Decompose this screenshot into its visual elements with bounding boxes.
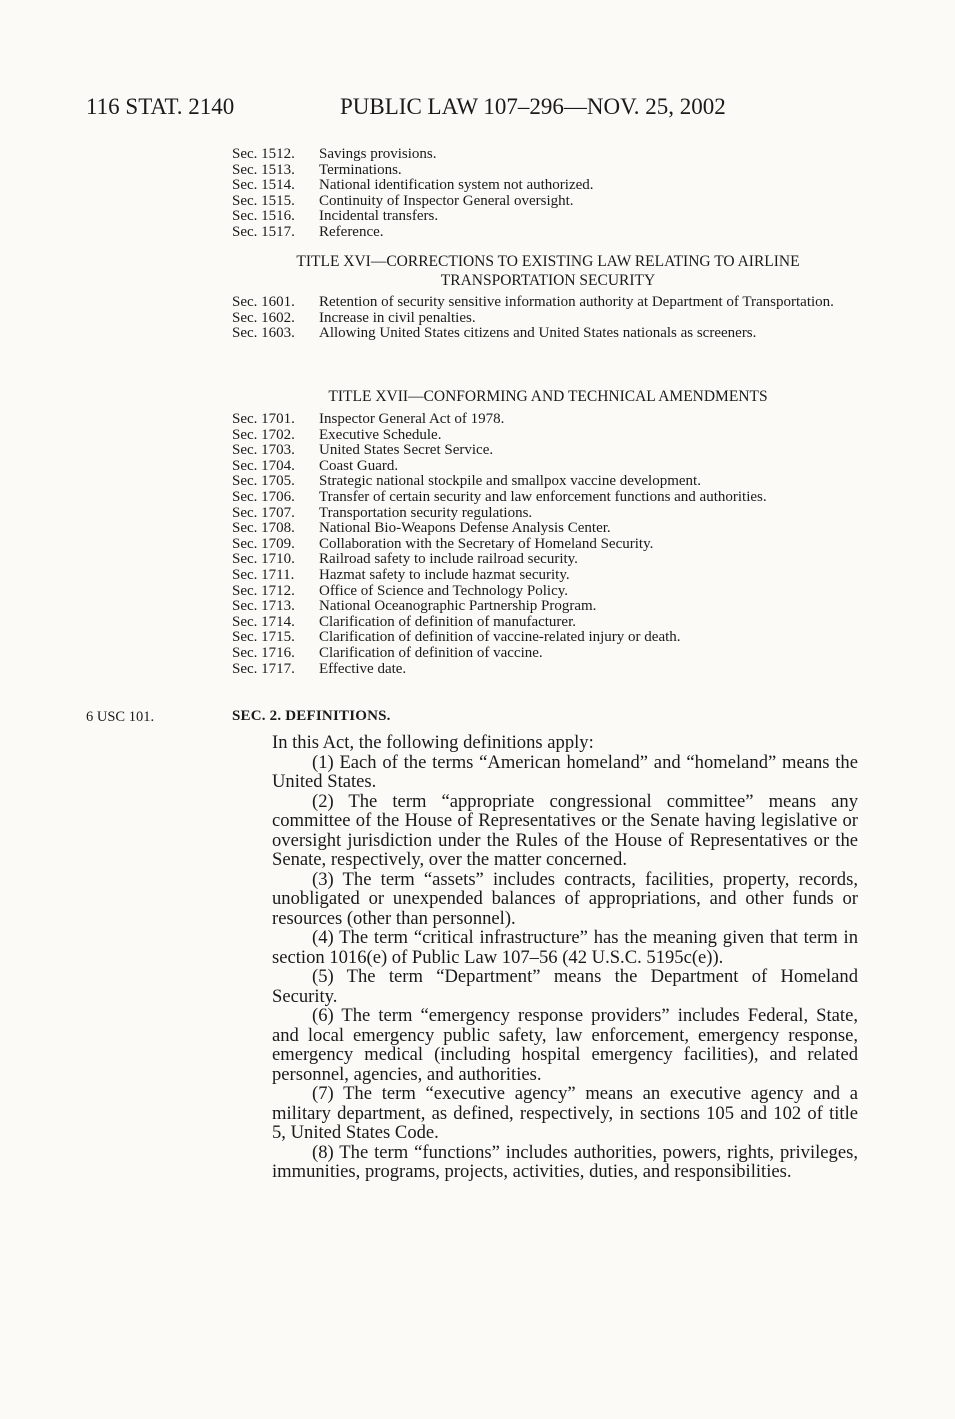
toc-section-number: Sec. 1701. (232, 411, 295, 427)
title-xvi-heading (232, 252, 864, 290)
definition-paragraph: (8) The term “functions” includes authorities, powers, rights, privileges, immunities, programs, projects, activities, duties, and responsibilities. (272, 1141, 858, 1182)
toc-section-number: Sec. 1707. (232, 504, 295, 521)
toc-section-title: Allowing United States citizens and United States nationals as screeners. (319, 325, 757, 342)
toc-entry (232, 163, 864, 179)
toc-section-title: Continuity of Inspector General oversight. (319, 192, 574, 209)
toc-entry (232, 615, 864, 631)
toc-section-title: Hazmat safety to include hazmat security. (319, 566, 570, 583)
toc-entry (232, 459, 864, 475)
toc-section-number: Sec. 1602. (232, 309, 295, 326)
toc-list-title-xvii (232, 412, 864, 677)
definition-paragraph: (5) The term “Department” means the Department of Homeland Security. (272, 966, 858, 1007)
toc-section-number: Sec. 1515. (232, 192, 295, 209)
toc-entry (232, 209, 864, 225)
toc-section-title: Collaboration with the Secretary of Homeland Security. (319, 535, 654, 552)
toc-section-number: Sec. 1516. (232, 208, 295, 225)
toc-section-title: Executive Schedule. (319, 426, 442, 443)
toc-section-title: Savings provisions. (319, 146, 437, 162)
toc-section-number: Sec. 1708. (232, 520, 295, 537)
toc-section-title: Effective date. (319, 660, 407, 677)
title-xvi-line1: TITLE XVI—CORRECTIONS TO EXISTING LAW RELATING TO AIRLINE (296, 253, 800, 270)
definition-paragraph: (7) The term “executive agency” means an executive agency and a military department, as defined, respectively, in sections 105 and 102 of title 5, United States Code. (272, 1083, 858, 1143)
toc-section-title: Railroad safety to include railroad security. (319, 551, 578, 568)
toc-entry (232, 646, 864, 662)
toc-section-number: Sec. 1703. (232, 442, 295, 459)
toc-section-number: Sec. 1716. (232, 644, 295, 661)
toc-entry (232, 474, 864, 490)
toc-entry (232, 178, 864, 194)
toc-section-title: Transfer of certain security and law enforcement functions and authorities. (319, 488, 767, 505)
section-heading: SEC. 2. DEFINITIONS. (232, 708, 391, 724)
toc-section-number: Sec. 1709. (232, 535, 295, 552)
toc-section-title: Increase in civil penalties. (319, 309, 476, 326)
title-xvi-line2: TRANSPORTATION SECURITY (440, 272, 656, 289)
toc-entry (232, 662, 864, 678)
toc-list-title-xvi (232, 295, 864, 342)
toc-section-title: National identification system not authorized. (319, 177, 594, 194)
toc-section-number: Sec. 1717. (232, 660, 295, 677)
title-xvii-heading: TITLE XVII—CONFORMING AND TECHNICAL AMENDMENTS (328, 388, 768, 405)
toc-entry (232, 584, 864, 600)
toc-section-number: Sec. 1704. (232, 457, 295, 474)
definitions-body (272, 733, 858, 1182)
toc-entry (232, 521, 864, 537)
definition-paragraph: (4) The term “critical infrastructure” has the meaning given that term in section 1016(e) of Public Law 107–56 (42 U.S.C. 5195c(e)). (272, 927, 858, 968)
toc-section-title: Coast Guard. (319, 457, 399, 474)
definition-paragraph: (1) Each of the terms “American homeland” and “homeland” means the United States. (272, 751, 858, 792)
toc-entry (232, 552, 864, 568)
toc-entry (232, 568, 864, 584)
toc-section-title: United States Secret Service. (319, 442, 494, 459)
toc-section-title: National Oceanographic Partnership Program. (319, 598, 597, 615)
definition-paragraph: (3) The term “assets” includes contracts, facilities, property, records, unobligated or unexpended balances of appropriations, and other funds or resources (other than personnel). (272, 868, 858, 929)
law-title: PUBLIC LAW 107–296—NOV. 25, 2002 (340, 94, 726, 119)
page-reference: 116 STAT. 2140 (86, 94, 235, 119)
toc-section-number: Sec. 1603. (232, 325, 295, 342)
definition-paragraph: (2) The term “appropriate congressional committee” means any committee of the House of Representatives or the Senate having legislative or oversight jurisdiction under the Rules of the House of Representatives or the Senate, respectively, over the matter concerned. (272, 790, 858, 870)
toc-section-number: Sec. 1705. (232, 473, 295, 490)
definition-paragraph: (6) The term “emergency response providers” includes Federal, State, and local emergency public safety, law enforcement, emergency response, emergency medical (including hospital emergency facilities), and related personnel, agencies, and authorities. (272, 1005, 858, 1085)
definitions-list (272, 753, 858, 1182)
toc-entry (232, 506, 864, 522)
toc-section-title: Reference. (319, 223, 384, 240)
toc-section-title: Retention of security sensitive information authority at Department of Transportation. (319, 294, 834, 310)
margin-citation: 6 USC 101. (86, 709, 155, 725)
toc-section-title: National Bio-Weapons Defense Analysis Center. (319, 520, 611, 537)
toc-section-title: Strategic national stockpile and smallpox vaccine development. (319, 473, 701, 490)
toc-section-title: Clarification of definition of vaccine-related injury or death. (319, 629, 681, 646)
toc-section-title: Clarification of definition of vaccine. (319, 644, 543, 661)
toc-section-title: Terminations. (319, 161, 402, 178)
toc-entry (232, 428, 864, 444)
toc-section-number: Sec. 1711. (232, 566, 295, 583)
toc-section-number: Sec. 1712. (232, 582, 295, 599)
toc-entry (232, 147, 864, 163)
toc-section-number: Sec. 1713. (232, 598, 295, 615)
toc-section-title: Office of Science and Technology Policy. (319, 582, 569, 599)
toc-section-number: Sec. 1517. (232, 223, 295, 240)
toc-section-number: Sec. 1601. (232, 294, 295, 310)
toc-entry (232, 295, 864, 311)
toc-section-title: Incidental transfers. (319, 208, 439, 225)
toc-entry (232, 311, 864, 327)
toc-entry (232, 599, 864, 615)
toc-section-number: Sec. 1706. (232, 488, 295, 505)
toc-entry (232, 443, 864, 459)
toc-section-number: Sec. 1714. (232, 613, 295, 630)
toc-section-number: Sec. 1513. (232, 161, 295, 178)
toc-entry (232, 412, 864, 428)
toc-section-number: Sec. 1715. (232, 629, 295, 646)
toc-entry (232, 194, 864, 210)
toc-section-number: Sec. 1702. (232, 426, 295, 443)
toc-section-title: Inspector General Act of 1978. (319, 411, 505, 427)
toc-entry (232, 537, 864, 553)
toc-section-number: Sec. 1710. (232, 551, 295, 568)
toc-entry (232, 326, 864, 342)
toc-section-title: Clarification of definition of manufacturer. (319, 613, 576, 630)
toc-section-number: Sec. 1512. (232, 146, 295, 162)
toc-section-title: Transportation security regulations. (319, 504, 533, 521)
toc-section-number: Sec. 1514. (232, 177, 295, 194)
toc-entry (232, 630, 864, 646)
toc-entry (232, 490, 864, 506)
page-header (86, 94, 766, 124)
toc-list-title-xv (232, 147, 864, 241)
definitions-intro: In this Act, the following definitions apply: (272, 732, 594, 753)
toc-entry (232, 225, 864, 241)
